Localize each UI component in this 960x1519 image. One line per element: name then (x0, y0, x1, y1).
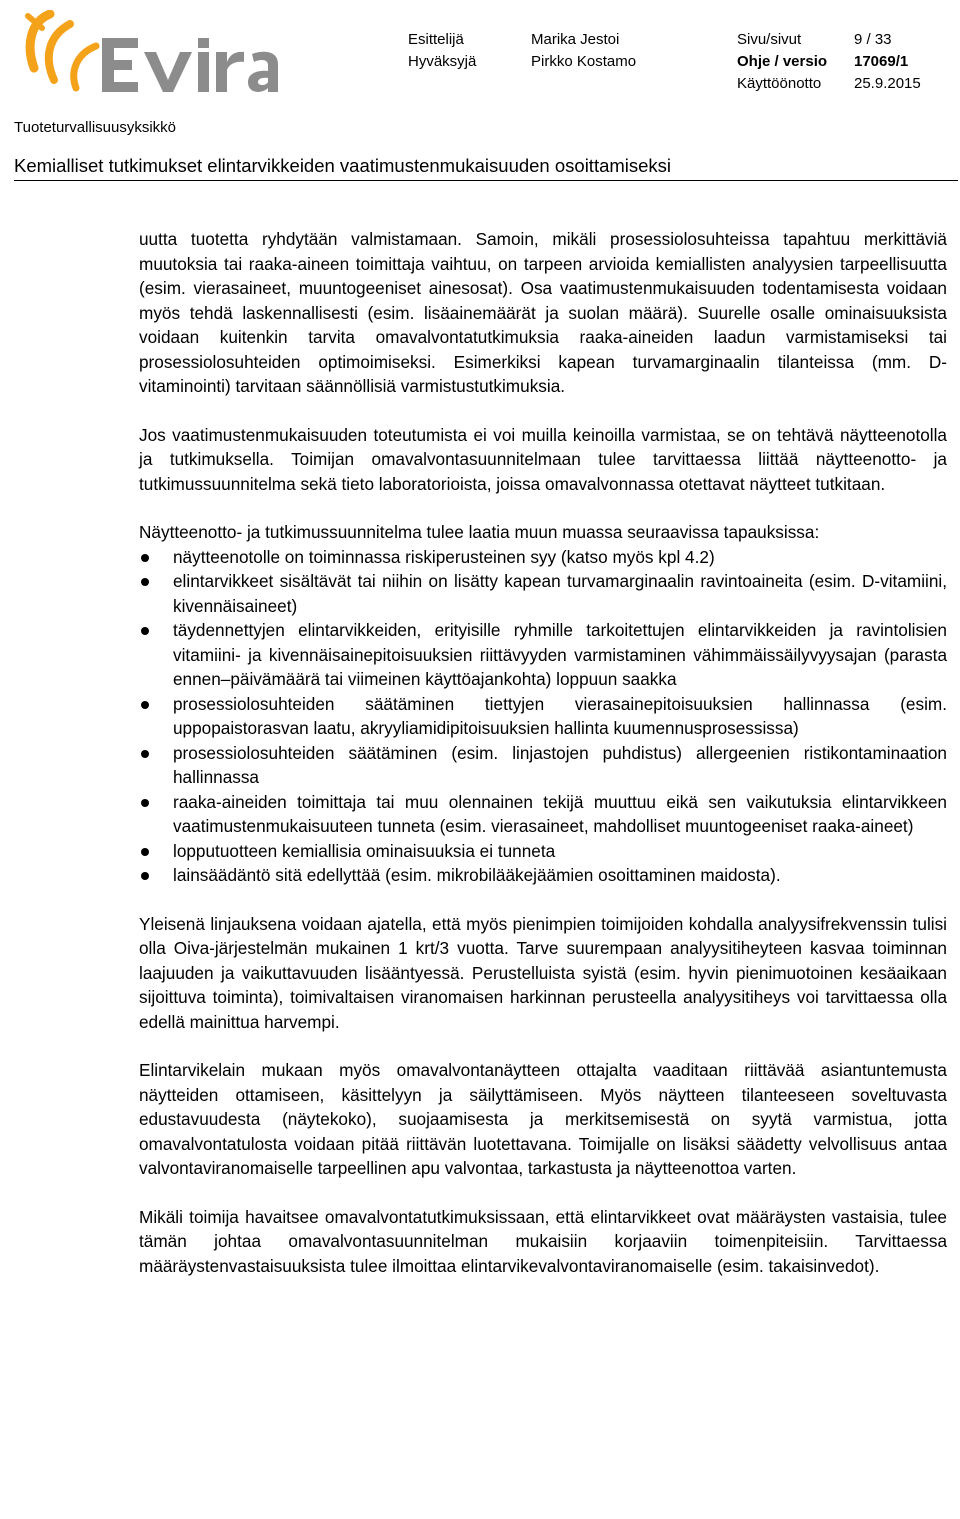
bullet-icon (141, 848, 149, 856)
evira-logo (20, 10, 280, 105)
bullet-icon (141, 554, 149, 562)
presenter-name: Marika Jestoi (531, 31, 620, 48)
bullet-icon (141, 701, 149, 709)
bullet-icon (141, 750, 149, 758)
presenter-label: Esittelijä (408, 31, 464, 48)
list-item: täydennettyjen elintarvikkeiden, erityisille ryhmille tarkoitettujen elintarvikkeiden ja ravintolisien vitamiini- ja kivennäisainepitoisuuksien riittävyyden varmistaminen vähimmäissäilyvyysajan (parasta ennen–päivämäärä tai viimeinen käyttöajankohta) loppuun saakka (139, 618, 947, 692)
header-divider (14, 180, 958, 181)
bullet-icon (141, 799, 149, 807)
deployment-label: Käyttöönotto (737, 75, 822, 92)
paragraph-corrective-actions: Mikäli toimija havaitsee omavalvontatutkimuksissaan, että elintarvikkeet ovat määräysten vastaisia, tulee tämän johtaa omavalvontasuunnitelman mukaisiin korjaaviin toimenpiteisiin. Tarvittaessa määräystenvastaisuuksista tulee ilmoittaa elintarvikevalvontaviranomaiselle (esim. takaisinvedot). (139, 1206, 947, 1276)
list-item: näytteenotolle on toiminnassa riskiperusteinen syy (katso myös kpl 4.2) (139, 545, 947, 570)
deployment-date: 25.9.2015 (854, 75, 921, 92)
list-item: prosessiolosuhteiden säätäminen (esim. linjastojen puhdistus) allergeenien ristikontaminaation hallinnassa (139, 741, 947, 790)
list-item: lopputuotteen kemiallisia ominaisuuksia ei tunneta (139, 839, 947, 864)
bullet-icon (141, 872, 149, 880)
paragraph-intro: uutta tuotetta ryhdytään valmistamaan. Samoin, mikäli prosessiolosuhteissa tapahtuu merkittäviä muutoksia tai raaka-aineen toimittaja vaihtuu, on tarpeen arvioida kemiallisten analyysien tarpeellisuutta (esim. vierasaineet, muuntogeeniset ainesosat). Osa vaatimustenmukaisuuden todentamisesta voidaan myös tehdä laskennallisesti (esim. lisäainemäärät ja suolan määrä). Suurelle osalle ominaisuuksista voidaan kuitenkin tarvita omavalvontatutkimuksia raaka-aineiden laadun varmistamiseksi tai prosessiolosuhteiden optimoimiseksi. Esimerkiksi kapean turvamarginaalin tilanteissa (mm. D-vitaminointi) tarvitaan säännöllisiä varmistustutkimuksia. (139, 229, 947, 396)
list-item: lainsäädäntö sitä edellyttää (esim. mikrobilääkejäämien osoittaminen maidosta). (139, 863, 947, 888)
document-header (0, 0, 960, 190)
sampling-cases-list (139, 545, 947, 888)
list-item: raaka-aineiden toimittaja tai muu olennainen tekijä muuttuu eikä sen vaikutuksia elintarvikkeen vaatimustenmukaisuuteen tunneta (esim. vierasaineet, mahdolliset muuntogeeniset raaka-aineet) (139, 790, 947, 839)
approver-name: Pirkko Kostamo (531, 53, 637, 70)
paragraph-sampler-expertise: Elintarvikelain mukaan myös omavalvontanäytteen ottajalta vaaditaan riittävää asiantuntemusta näytteiden ottamiseen, käsittelyyn ja säilyttämiseen. Myös näytteen tilanteeseen soveltuvasta edustavuudesta (näytekoko), suojaamisesta ja merkitsemisestä on syytä varmistua, jotta omavalvontatulosta voidaan pitää riittävän luotettavana. Toimijalle on lisäksi säädetty velvollisuus antaa valvontaviranomaiselle tarpeellinen apu valvontaa, tarkastusta ja näytteenottoa varten. (139, 1060, 947, 1178)
list-item: elintarvikkeet sisältävät tai niihin on lisätty kapean turvamarginaalin ravintoaineita (esim. D-vitamiini, kivennäisaineet) (139, 569, 947, 618)
list-item: prosessiolosuhteiden säätäminen tiettyjen vierasainepitoisuuksien hallinnassa (esim. uppopaistorasvan laatu, akryyliamidipitoisuuksien hallinta kuumennusprosessissa) (139, 692, 947, 741)
bullet-icon (141, 578, 149, 586)
guide-version-value: 17069/1 (854, 53, 909, 70)
paragraph-analysis-frequency: Yleisenä linjauksena voidaan ajatella, että myös pienimpien toimijoiden kohdalla analyysifrekvenssin tulisi olla Oiva-järjestelmän mukainen 1 krt/3 vuotta. Tarve suurempaan analyysitiheyteen kasvaa toiminnan laajuuden ja vaikuttavuuden lisääntyessä. Perustelluista syistä (esim. hyvin pienimuotoinen kesäaikaan sijoittuva toiminta), toimivaltaisen viranomaisen harkinnan perusteella analyysitiheys voi tarvittaessa olla edellä mainittua harvempi. (139, 913, 947, 1032)
approver-label: Hyväksyjä (408, 53, 477, 70)
unit-name: Tuoteturvallisuusyksikkö (14, 119, 177, 136)
bullet-icon (141, 627, 149, 635)
page-label: Sivu/sivut (737, 31, 802, 48)
document-title: Kemialliset tutkimukset elintarvikkeiden vaatimustenmukaisuuden osoittamiseksi (14, 155, 672, 176)
guide-version-label: Ohje / versio (737, 53, 828, 70)
document-body (139, 227, 947, 1278)
paragraph-sampling-requirement: Jos vaatimustenmukaisuuden toteutumista ei voi muilla keinoilla varmistaa, se on tehtävä näytteenotolla ja tutkimuksella. Toimijan omavalvontasuunnitelmaan tulee tarvittaessa liittää näytteenotto- ja tutkimussuunnitelma sekä tieto laboratorioista, joissa omavalvonnassa otettavat näytteet tutkitaan. (139, 424, 947, 494)
page-number: 9 / 33 (854, 31, 892, 48)
paragraph-plan-intro: Näytteenotto- ja tutkimussuunnitelma tulee laatia muun muassa seuraavissa tapauksissa: (139, 522, 820, 542)
